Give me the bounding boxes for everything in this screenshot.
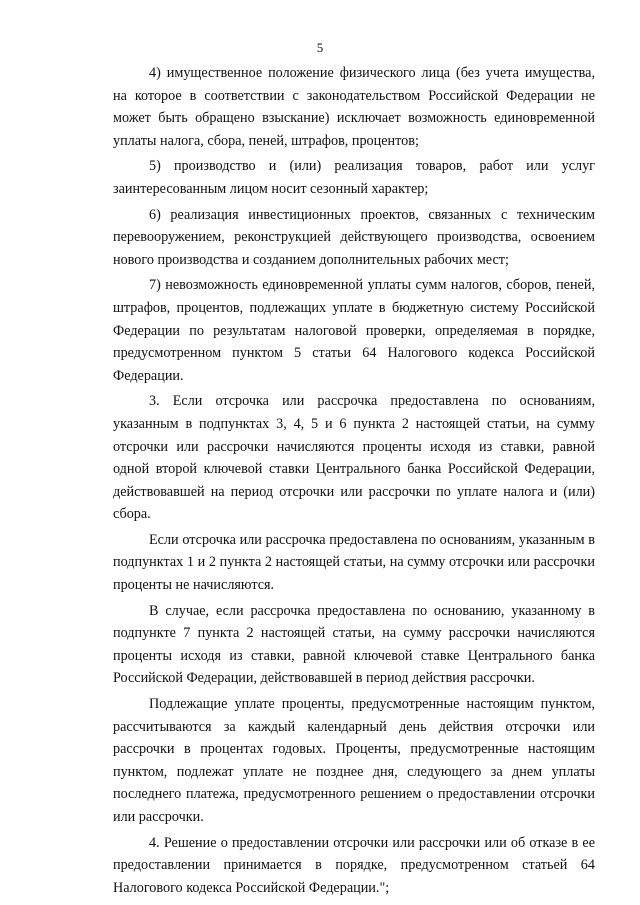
paragraph-item-3: 3. Если отсрочка или рассрочка предоставлена по основаниям, указанным в подпунктах 3, 4, 5 и 6 пункта 2 настоящей статьи, на сумму отсрочки или рассрочки начисляются проценты исходя из ставки, равной одной второй ключевой ставки Центрального банка Российской Федерации, действовавшей на период отсрочки или рассрочки по уплате налога и (или) сбора. bbox=[113, 393, 595, 523]
paragraph-subitem-5: 5) производство и (или) реализация товаров, работ или услуг заинтересованным лицом носит сезонный характер; bbox=[113, 158, 595, 197]
document-body bbox=[113, 62, 595, 902]
paragraph-item-3-interest-calculation: Подлежащие уплате проценты, предусмотренные настоящим пунктом, рассчитываются за каждый календарный день действия отсрочки или рассрочки в процентах годовых. Проценты, предусмотренные настоящим пунктом, подлежат уплате не позднее дня, следующего за днем уплаты последнего платежа, предусмотренного решением о предоставлении отсрочки или рассрочки. bbox=[113, 696, 595, 825]
paragraph-subitem-6: 6) реализация инвестиционных проектов, связанных с техническим перевооружением, реконструкцией действующего производства, освоением нового производства и созданием дополнительных рабочих мест; bbox=[113, 206, 595, 268]
paragraph-subitem-4: 4) имущественное положение физического лица (без учета имущества, на которое в соответствии с законодательством Российской Федерации не может быть обращено взыскание) исключает возможность единовременной уплаты налога, сбора, пеней, штрафов, процентов; bbox=[113, 65, 595, 149]
page-number: 5 bbox=[316, 40, 324, 55]
paragraph-item-3-no-interest: Если отсрочка или рассрочка предоставлена по основаниям, указанным в подпунктах 1 и 2 пункта 2 настоящей статьи, на сумму отсрочки или рассрочки проценты не начисляются. bbox=[113, 531, 595, 594]
paragraph-item-4: 4. Решение о предоставлении отсрочки или рассрочки или об отказе в ее предоставлении принимается в порядке, предусмотренном статьей 64 Налогового кодекса Российской Федерации."; bbox=[113, 834, 595, 896]
paragraph-subitem-7: 7) невозможность единовременной уплаты сумм налогов, сборов, пеней, штрафов, процентов, подлежащих уплате в бюджетную систему Российской Федерации по результатам налоговой проверки, определяемая в порядке, предусмотренном пунктом 5 статьи 64 Налогового кодекса Российской Федерации. bbox=[113, 277, 595, 384]
paragraph-item-3-key-rate: В случае, если рассрочка предоставлена по основанию, указанному в подпункте 7 пункта 2 настоящей статьи, на сумму рассрочки начисляются проценты исходя из ставки, равной ключевой ставке Центрального банка Российской Федерации, действовавшей в период действия рассрочки. bbox=[113, 602, 595, 687]
